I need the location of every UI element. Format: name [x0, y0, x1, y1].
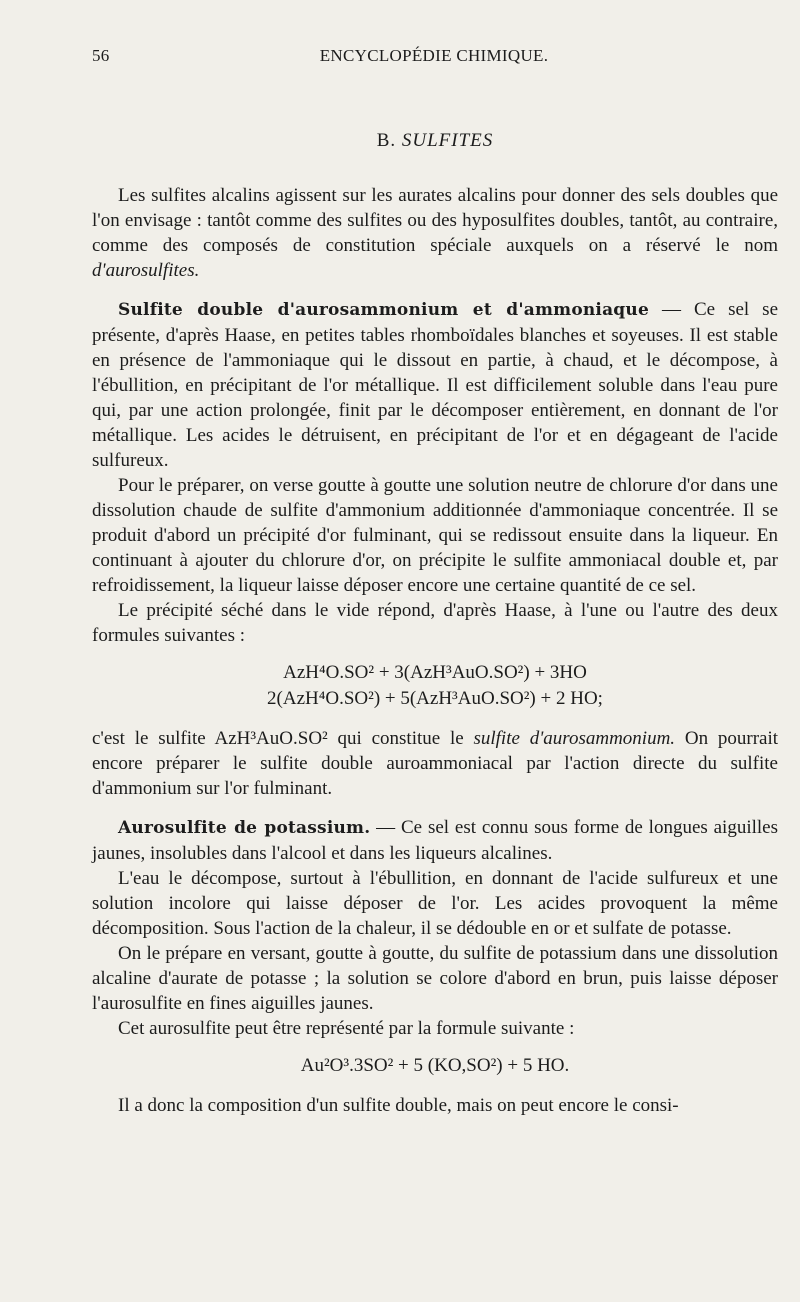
potassium-p1-text: — Ce sel est connu sous forme de longues aiguilles jaunes, insolubles dans l'alcool et dans les liqueurs alcalines.	[92, 817, 778, 864]
intro-text: Les sulfites alcalins agissent sur les aurates alcalins pour donner des sels doubles que l'on envisage : tantôt comme des sulfites ou des hyposulfites doubles, tantôt, au contraire, comme des composés de constitution spéciale auxquels on a réservé le nom	[92, 185, 778, 256]
potassium-paragraph-2: L'eau le décompose, surtout à l'ébullition, en donnant de l'acide sulfureux et une solution incolore qui laisse déposer de l'or. Les acides provoquent la même décomposition. Sous l'action de la chaleur, il se dédouble en or et sulfate de potasse.	[92, 868, 778, 939]
ammonium-p4-b: On pourrait encore préparer le sulfite double auroammoniacal par l'action directe du sulfite d'ammonium sur l'or fulminant.	[92, 728, 779, 799]
potassium-paragraph-5: Il a donc la composition d'un sulfite double, mais on peut encore le consi-	[118, 1095, 679, 1116]
section-letter: B.	[376, 130, 397, 151]
intro-paragraph	[92, 183, 778, 283]
ammonium-p1-text: — Ce sel se présente, d'après Haase, en petites tables rhomboïdales blanches et soyeuses. Il est stable en présence de l'ammoniaque qui le dissout en partie, à chaud, et le décompose, à l'ébullition, en précipitant de l'or métallique. Il est difficilement soluble dans l'eau pure qui, par une action prolongée, finit par le décomposer entièrement, en donnant de l'or métallique. Les acides le détruisent, en précipitant de l'or et en dégageant de l'acide sulfureux.	[92, 299, 778, 471]
formula-1: AzH⁴O.SO² + 3(AzH³AuO.SO²) + 3HO	[283, 662, 587, 683]
ammonium-p4-term: sulfite d'aurosammonium.	[473, 728, 676, 749]
ammonium-heading: Sulfite double d'aurosammonium et d'ammoniaque	[118, 300, 649, 320]
intro-term: d'aurosulfites.	[92, 260, 200, 281]
section-title: SULFITES	[401, 130, 494, 151]
potassium-heading: Aurosulfite de potassium.	[118, 818, 371, 838]
ammonium-paragraph-3: Le précipité séché dans le vide répond, d'après Haase, à l'une ou l'autre des deux formules suivantes :	[92, 600, 778, 646]
formula-2: 2(AzH⁴O.SO²) + 5(AzH³AuO.SO²) + 2 HO;	[267, 688, 603, 709]
running-title: ENCYCLOPÉDIE CHIMIQUE.	[319, 46, 549, 65]
potassium-paragraph-1	[92, 815, 778, 866]
page-body	[92, 128, 778, 1118]
potassium-paragraph-4: Cet aurosulfite peut être représenté par la formule suivante :	[118, 1018, 575, 1039]
formula-3: Au²O³.3SO² + 5 (KO,SO²) + 5 HO.	[300, 1055, 570, 1076]
ammonium-paragraph-4	[92, 726, 778, 801]
page-number: 56	[92, 46, 110, 65]
ammonium-paragraph-1	[92, 297, 778, 473]
ammonium-p4-a: c'est le sulfite AzH³AuO.SO² qui constitue le	[92, 728, 474, 749]
ammonium-paragraph-2: Pour le préparer, on verse goutte à goutte une solution neutre de chlorure d'or dans une dissolution chaude de sulfite d'ammonium additionnée d'ammoniaque concentrée. Il se produit d'abord un précipité d'or fulminant, qui se redissout ensuite dans la liqueur. En continuant à ajouter du chlorure d'or, on précipite le sulfite ammoniacal double et, par refroidissement, la liqueur laisse déposer encore une certaine quantité de ce sel.	[92, 475, 778, 596]
potassium-paragraph-3: On le prépare en versant, goutte à goutte, du sulfite de potassium dans une dissolution alcaline d'aurate de potasse ; la solution se colore d'abord en brun, puis laisse déposer l'aurosulfite en fines aiguilles jaunes.	[92, 943, 778, 1014]
potassium-formula	[92, 1053, 778, 1079]
ammonium-formulas	[92, 660, 778, 712]
section-heading	[92, 128, 778, 153]
